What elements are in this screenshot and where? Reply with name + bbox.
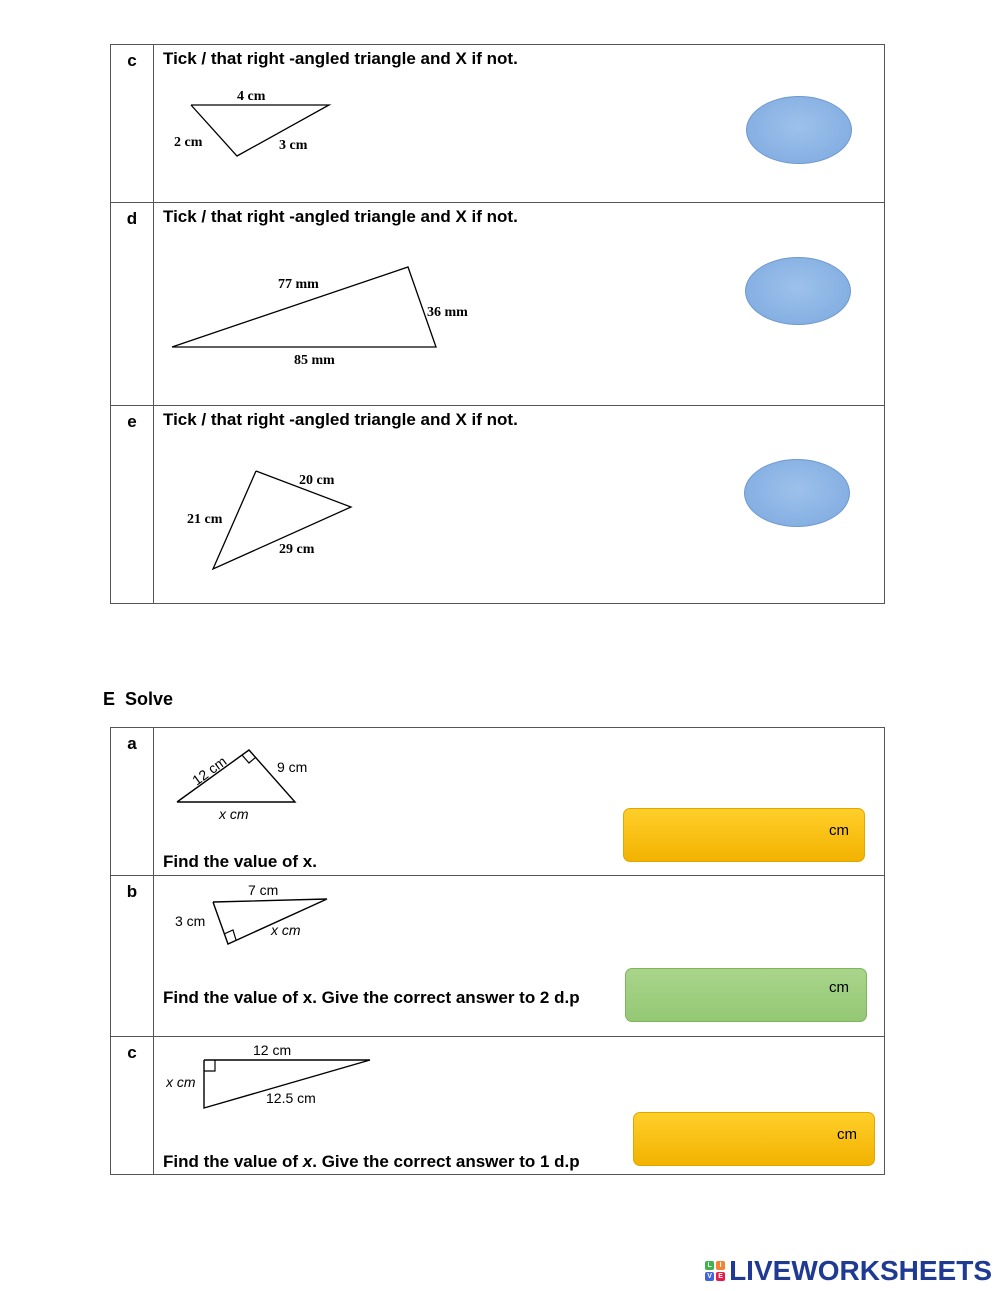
- side-label: 77 mm: [278, 277, 319, 292]
- question-text: Tick / that right -angled triangle and X if not.: [163, 207, 518, 226]
- row-label: d: [111, 203, 154, 405]
- side-label: 21 cm: [187, 512, 223, 527]
- tick-answer-oval[interactable]: [744, 459, 850, 527]
- side-label: 12 cm: [253, 1042, 292, 1058]
- row-e-c: [110, 1036, 885, 1175]
- row-e-b: [110, 875, 885, 1037]
- row-e: [110, 405, 885, 604]
- logo-letter: L: [705, 1261, 714, 1270]
- tick-answer-oval[interactable]: [745, 257, 851, 325]
- side-label: 29 cm: [279, 542, 315, 557]
- tick-answer-oval[interactable]: [746, 96, 852, 164]
- side-label: 4 cm: [237, 89, 266, 104]
- answer-input[interactable]: [633, 1112, 875, 1166]
- row-label: e: [111, 406, 154, 603]
- row-c: [110, 44, 885, 203]
- side-label: 85 mm: [294, 353, 335, 368]
- side-label: x cm: [219, 806, 249, 822]
- side-label: 7 cm: [248, 882, 279, 898]
- logo-letter: E: [716, 1272, 725, 1281]
- brand-name: LIVEWORKSHEETS: [729, 1255, 992, 1286]
- row-e-a: [110, 727, 885, 876]
- right-angle-mark: [204, 1060, 215, 1071]
- row-label: b: [111, 876, 154, 1036]
- triangle-figure-d: [166, 261, 496, 373]
- side-label: 20 cm: [299, 473, 335, 488]
- answer-input[interactable]: [623, 808, 865, 862]
- side-label: 9 cm: [277, 759, 308, 775]
- triangle-figure-eb: [173, 878, 353, 950]
- side-label: x cm: [166, 1074, 196, 1090]
- question-text: Tick / that right -angled triangle and X if not.: [163, 410, 518, 429]
- question-text: Find the value of x.: [163, 852, 317, 871]
- side-label: 3 cm: [175, 913, 206, 929]
- triangle-shape: [191, 105, 329, 156]
- side-label: x cm: [271, 922, 301, 938]
- triangle-shape: [213, 899, 327, 944]
- triangle-figure-ea: [169, 736, 329, 822]
- row-label: c: [111, 45, 154, 202]
- question-text: Tick / that right -angled triangle and X if not.: [163, 49, 518, 68]
- logo-letter: I: [716, 1261, 725, 1270]
- question-text-prefix: Find the value of: [163, 1152, 303, 1171]
- unit-label: cm: [837, 1126, 857, 1143]
- side-label: 12.5 cm: [266, 1090, 316, 1106]
- triangle-figure-e: [181, 464, 401, 576]
- logo-letter: V: [705, 1272, 714, 1281]
- logo-icon: [705, 1261, 725, 1281]
- question-text-suffix: . Give the correct answer to 1 d.p: [312, 1152, 580, 1171]
- side-label: 2 cm: [174, 135, 203, 150]
- unit-label: cm: [829, 822, 849, 839]
- section-heading: E Solve: [103, 689, 174, 709]
- side-label: 3 cm: [279, 138, 308, 153]
- liveworksheets-logo: [705, 1255, 992, 1287]
- triangle-figure-c: [161, 83, 361, 163]
- question-variable: x: [302, 1152, 313, 1171]
- side-label: 36 mm: [427, 305, 468, 320]
- row-d: [110, 202, 885, 406]
- question-text: [163, 1152, 580, 1172]
- triangle-figure-ec: [166, 1039, 386, 1115]
- row-label: c: [111, 1037, 154, 1174]
- side-label: 12 cm: [189, 752, 230, 789]
- answer-input[interactable]: [625, 968, 867, 1022]
- question-text: Find the value of x. Give the correct answer to 2 d.p: [163, 988, 580, 1007]
- unit-label: cm: [829, 979, 849, 996]
- row-label: a: [111, 728, 154, 875]
